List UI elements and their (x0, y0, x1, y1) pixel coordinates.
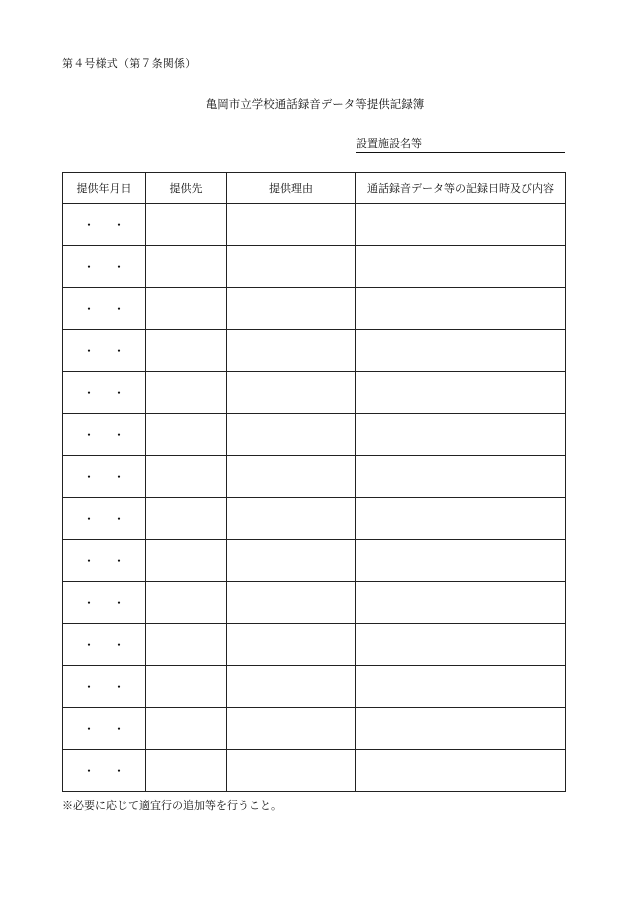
content-cell[interactable] (356, 582, 566, 624)
date-separator-dot: ・ (112, 260, 125, 274)
recipient-cell[interactable] (146, 750, 227, 792)
reason-cell[interactable] (227, 204, 356, 246)
date-separator-dot: ・ (82, 512, 95, 526)
date-separator-dot: ・ (82, 428, 95, 442)
date-separator-dot: ・ (82, 596, 95, 610)
reason-cell[interactable] (227, 666, 356, 708)
reason-cell[interactable] (227, 708, 356, 750)
reason-cell[interactable] (227, 582, 356, 624)
date-separator-dot: ・ (82, 680, 95, 694)
recipient-cell[interactable] (146, 414, 227, 456)
date-separators (63, 384, 145, 401)
date-separators (63, 342, 145, 359)
date-cell[interactable] (63, 288, 146, 330)
content-cell[interactable] (356, 204, 566, 246)
recipient-cell[interactable] (146, 498, 227, 540)
date-separator-dot: ・ (82, 764, 95, 778)
date-separator-dot: ・ (112, 470, 125, 484)
recipient-cell[interactable] (146, 372, 227, 414)
date-separator-dot: ・ (112, 386, 125, 400)
reason-cell[interactable] (227, 750, 356, 792)
date-separator-dot: ・ (112, 764, 125, 778)
recipient-cell[interactable] (146, 456, 227, 498)
reason-cell[interactable] (227, 330, 356, 372)
table-row (63, 372, 566, 414)
table-row (63, 288, 566, 330)
table-row (63, 456, 566, 498)
provision-log-table (62, 172, 566, 792)
date-separators (63, 510, 145, 527)
content-cell[interactable] (356, 456, 566, 498)
date-cell[interactable] (63, 540, 146, 582)
content-cell[interactable] (356, 330, 566, 372)
reason-cell[interactable] (227, 372, 356, 414)
table-header-row (63, 173, 566, 204)
column-header-recipient: 提供先 (146, 173, 227, 204)
table-row (63, 582, 566, 624)
reason-cell[interactable] (227, 288, 356, 330)
date-cell[interactable] (63, 582, 146, 624)
date-cell[interactable] (63, 456, 146, 498)
facility-name-label: 設置施設名等 (356, 137, 422, 150)
date-separators (63, 594, 145, 611)
date-separators (63, 216, 145, 233)
content-cell[interactable] (356, 246, 566, 288)
recipient-cell[interactable] (146, 330, 227, 372)
date-separator-dot: ・ (82, 218, 95, 232)
date-separators (63, 552, 145, 569)
content-cell[interactable] (356, 750, 566, 792)
date-separator-dot: ・ (112, 596, 125, 610)
recipient-cell[interactable] (146, 246, 227, 288)
date-separator-dot: ・ (112, 218, 125, 232)
recipient-cell[interactable] (146, 666, 227, 708)
date-separators (63, 426, 145, 443)
date-separator-dot: ・ (112, 554, 125, 568)
date-separators (63, 762, 145, 779)
recipient-cell[interactable] (146, 540, 227, 582)
recipient-cell[interactable] (146, 624, 227, 666)
date-separator-dot: ・ (82, 386, 95, 400)
column-header-content: 通話録音データ等の記録日時及び内容 (356, 173, 566, 204)
column-header-date: 提供年月日 (63, 173, 146, 204)
date-cell[interactable] (63, 498, 146, 540)
date-separator-dot: ・ (82, 638, 95, 652)
date-cell[interactable] (63, 414, 146, 456)
reason-cell[interactable] (227, 246, 356, 288)
date-separator-dot: ・ (82, 722, 95, 736)
date-cell[interactable] (63, 204, 146, 246)
date-cell[interactable] (63, 330, 146, 372)
content-cell[interactable] (356, 414, 566, 456)
date-separator-dot: ・ (112, 638, 125, 652)
date-cell[interactable] (63, 246, 146, 288)
content-cell[interactable] (356, 372, 566, 414)
table-row (63, 666, 566, 708)
date-separator-dot: ・ (112, 512, 125, 526)
date-separator-dot: ・ (112, 722, 125, 736)
date-separator-dot: ・ (82, 344, 95, 358)
footnote: ※必要に応じて適宜行の追加等を行うこと。 (62, 799, 282, 812)
date-separators (63, 720, 145, 737)
table-row (63, 204, 566, 246)
date-separators (63, 258, 145, 275)
document-title: 亀岡市立学校通話録音データ等提供記録簿 (205, 97, 425, 111)
table-row (63, 708, 566, 750)
reason-cell[interactable] (227, 540, 356, 582)
date-separators (63, 468, 145, 485)
date-cell[interactable] (63, 624, 146, 666)
date-cell[interactable] (63, 750, 146, 792)
recipient-cell[interactable] (146, 582, 227, 624)
form-number: 第４号様式（第７条関係） (62, 57, 197, 70)
date-separator-dot: ・ (82, 470, 95, 484)
table-row (63, 540, 566, 582)
date-separator-dot: ・ (82, 554, 95, 568)
date-separator-dot: ・ (112, 680, 125, 694)
table-row (63, 246, 566, 288)
table-row (63, 498, 566, 540)
content-cell[interactable] (356, 498, 566, 540)
reason-cell[interactable] (227, 624, 356, 666)
date-cell[interactable] (63, 708, 146, 750)
content-cell[interactable] (356, 624, 566, 666)
content-cell[interactable] (356, 540, 566, 582)
date-separator-dot: ・ (82, 302, 95, 316)
table-row (63, 414, 566, 456)
date-separator-dot: ・ (82, 260, 95, 274)
content-cell[interactable] (356, 708, 566, 750)
table-row (63, 330, 566, 372)
date-separator-dot: ・ (112, 428, 125, 442)
recipient-cell[interactable] (146, 708, 227, 750)
content-cell[interactable] (356, 288, 566, 330)
date-separator-dot: ・ (112, 302, 125, 316)
content-cell[interactable] (356, 666, 566, 708)
reason-cell[interactable] (227, 414, 356, 456)
date-separator-dot: ・ (112, 344, 125, 358)
recipient-cell[interactable] (146, 204, 227, 246)
column-header-reason: 提供理由 (227, 173, 356, 204)
date-separators (63, 678, 145, 695)
reason-cell[interactable] (227, 456, 356, 498)
date-cell[interactable] (63, 666, 146, 708)
date-separators (63, 300, 145, 317)
table-row (63, 750, 566, 792)
table-row (63, 624, 566, 666)
facility-name-field[interactable] (356, 135, 565, 153)
reason-cell[interactable] (227, 498, 356, 540)
date-separators (63, 636, 145, 653)
date-cell[interactable] (63, 372, 146, 414)
recipient-cell[interactable] (146, 288, 227, 330)
